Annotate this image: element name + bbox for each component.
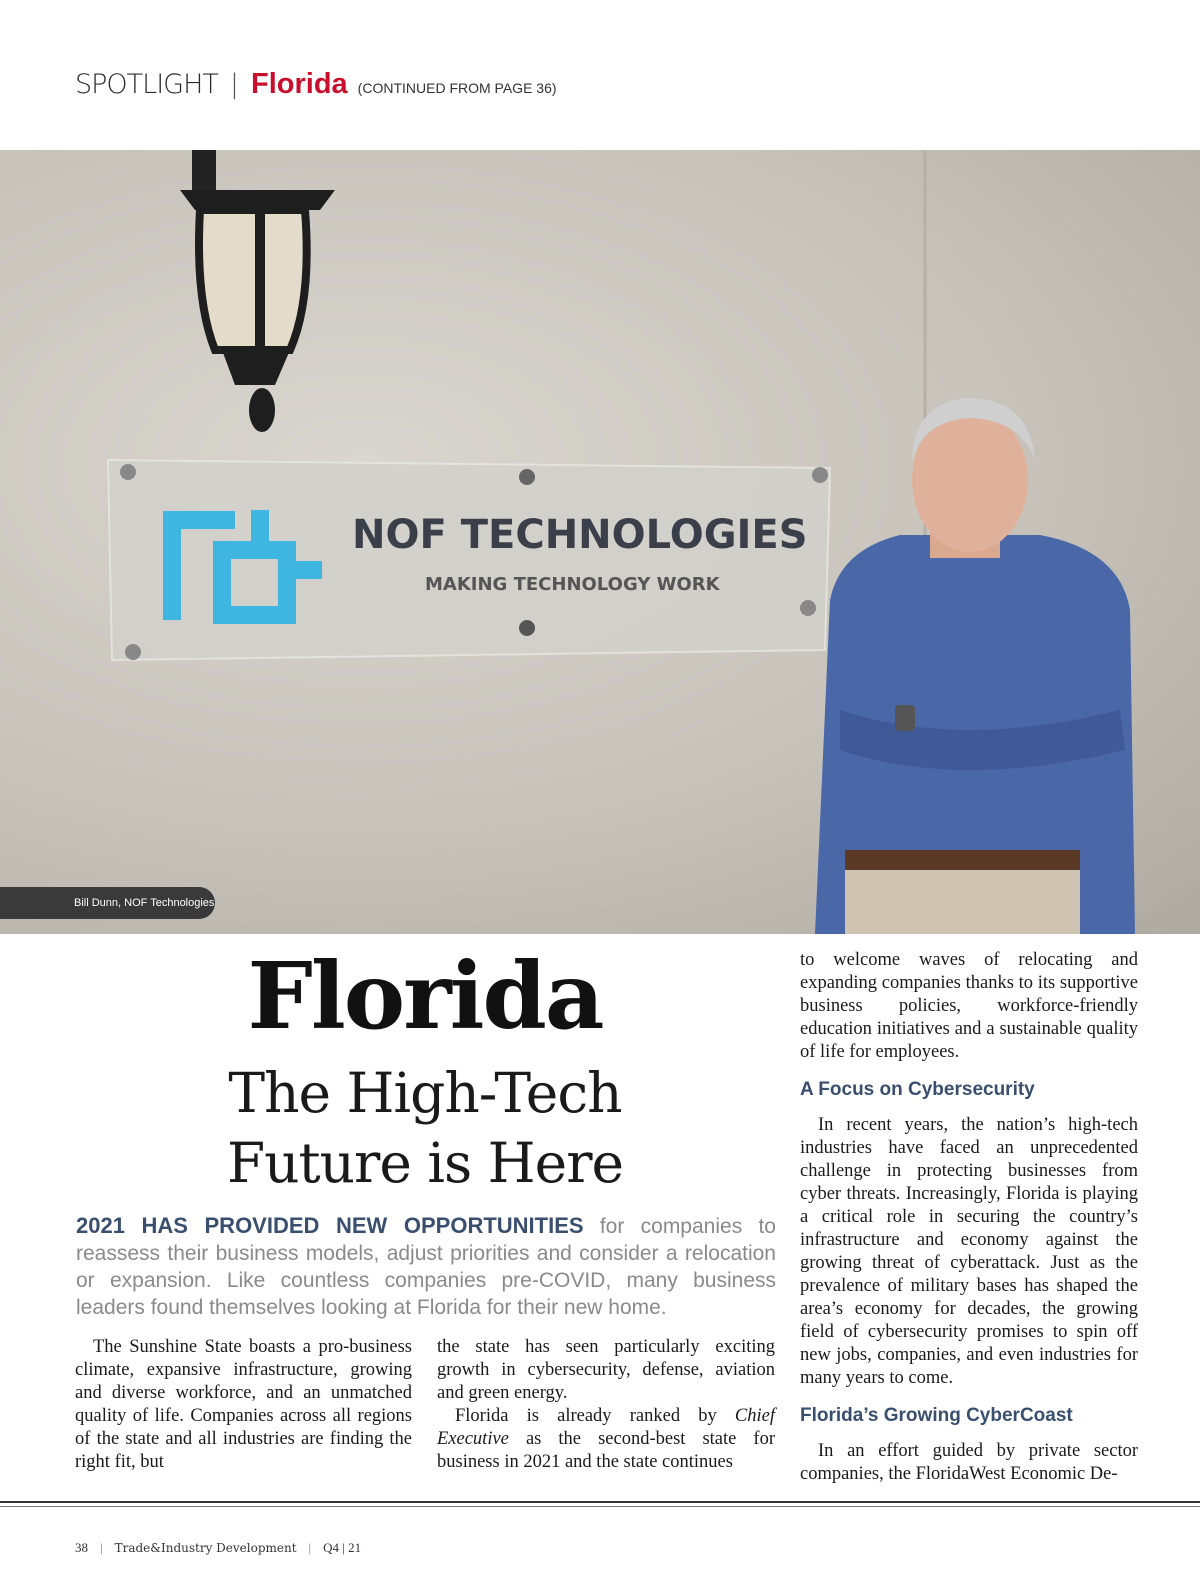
page-number: 38 [75, 1540, 88, 1555]
lede-text: for companies to reassess their business models, adjust priorities and consider a relocation or expansion. Like countless companies pre-COVID, many business leaders found themselves looking at Florida for their new home. [76, 1215, 776, 1319]
person-figure [815, 398, 1135, 934]
body-paragraph: the state has seen particularly exciting growth in cybersecurity, defense, aviation and green energy. [437, 1337, 775, 1403]
sign-tagline: MAKING TECHNOLOGY WORK [425, 574, 720, 595]
body-paragraph: The Sunshine State boasts a pro-business climate, expansive infrastructure, growing and diverse workforce, and an unmatched quality of life. Companies across all regions of the state and all industries are finding the right fit, but [75, 1337, 412, 1472]
section-label: SPOTLIGHT [75, 69, 218, 100]
article-title: Florida [247, 942, 603, 1050]
body-paragraph: to welcome waves of relocating and expanding companies thanks to its supportive business policies, workforce-friendly education initiatives and a sustainable quality of life for employees. [800, 950, 1138, 1062]
header-state: Florida [251, 68, 348, 100]
photo-caption: Bill Dunn, NOF Technologies [0, 887, 215, 919]
feature-photo [0, 150, 1200, 934]
page-header [75, 68, 557, 108]
company-sign [108, 460, 830, 660]
footer-separator: | [308, 1540, 312, 1555]
body-column-3 [800, 949, 1138, 1486]
article-subtitle [75, 1058, 775, 1198]
publication-name: Chief Executive [437, 1406, 775, 1449]
lede-lead: 2021 HAS PROVIDED NEW OPPORTUNITIES [76, 1213, 584, 1238]
body-paragraph: In recent years, the nation’s high-tech industries have faced an unprecedented challenge in protecting businesses from cyber threats. Increasingly, Florida is playing a critical role in securing the country’s infrastructure and economy against the growing threat of cyberattack. Just as the prevalence of military bases has shaped the area’s economy for decades, the growing field of cybersecurity promises to spin off new jobs, companies, and even industries for many years to come. [800, 1115, 1138, 1388]
page-footer [75, 1540, 361, 1556]
body-text: as the second-best state for business in 2021 and the state continues [437, 1429, 775, 1472]
footer-rule-thin [0, 1506, 1200, 1507]
article-lede [76, 1212, 776, 1321]
body-paragraph [437, 1405, 775, 1474]
body-column-1 [75, 1336, 412, 1474]
footer-separator: | [100, 1540, 103, 1555]
subhead-cybersecurity: A Focus on Cybersecurity [800, 1079, 1035, 1100]
subtitle-line-2: Future is Here [226, 1131, 624, 1195]
sign-company-name: NOF TECHNOLOGIES [352, 512, 808, 558]
subtitle-line-1: The High-Tech [228, 1061, 622, 1125]
wall-lamp-icon [180, 150, 335, 432]
photo-illustration [0, 150, 1200, 934]
publication-title: Trade&Industry Development [114, 1541, 297, 1555]
issue-label: Q4 | 21 [323, 1540, 362, 1555]
body-paragraph: In an effort guided by private sector companies, the FloridaWest Economic De- [800, 1441, 1138, 1484]
header-separator: | [229, 69, 239, 100]
continued-note: (CONTINUED FROM PAGE 36) [357, 80, 557, 96]
footer-rule [0, 1501, 1200, 1503]
body-text: Florida is already ranked by [455, 1406, 735, 1426]
body-column-2 [437, 1336, 775, 1474]
subhead-cybercoast: Florida’s Growing CyberCoast [800, 1405, 1073, 1426]
